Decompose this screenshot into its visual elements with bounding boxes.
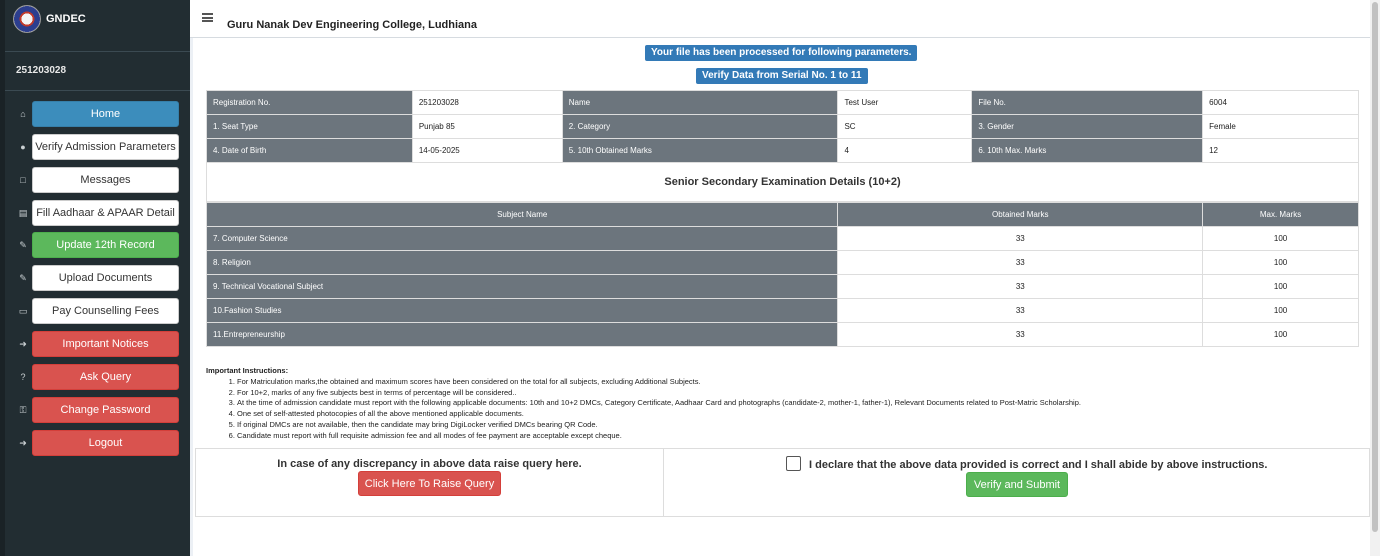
obtained-marks: 33 [838, 251, 1203, 275]
obtained-marks: 33 [838, 227, 1203, 251]
panel-divider [663, 449, 664, 516]
edit-icon: ✎ [19, 240, 27, 250]
instruction-item: 5. If original DMCs are not available, then the candidate may bring DigiLocker verified DMCs bearing QR Code. [237, 420, 1081, 431]
instruction-item: 1. For Matriculation marks,the obtained and maximum scores have been considered on the total for all subjects, excluding Additional Subjects. [237, 377, 1081, 388]
table-row [207, 115, 1359, 139]
logout-button[interactable]: Logout [32, 430, 179, 456]
page-scrollbar[interactable] [1370, 0, 1380, 556]
name-value: Test User [838, 91, 972, 115]
sidebar-divider [5, 90, 190, 91]
instructions-list [237, 377, 1081, 442]
subject-name: 9. Technical Vocational Subject [207, 275, 838, 299]
key-icon: ⚿ [19, 405, 27, 415]
seat-type-value: Punjab 85 [412, 115, 562, 139]
declaration-checkbox[interactable] [786, 456, 801, 471]
top-header [190, 0, 1380, 38]
category-value: SC [838, 115, 972, 139]
sidebar-item-change-password[interactable] [0, 397, 190, 423]
instruction-item: 4. One set of self-attested photocopies of all the above mentioned applicable documents. [237, 409, 1081, 420]
registration-value: 251203028 [412, 91, 562, 115]
change-password-button[interactable]: Change Password [32, 397, 179, 423]
instructions-heading: Important Instructions: [206, 366, 289, 375]
table-row [207, 91, 1359, 115]
page-title: Guru Nanak Dev Engineering College, Ludhiana [227, 19, 477, 31]
sidebar-item-upload-documents[interactable] [0, 265, 190, 291]
brand-name: GNDEC [46, 13, 86, 25]
sidebar-item-verify-admission[interactable] [0, 134, 190, 160]
update-12th-button[interactable]: Update 12th Record [32, 232, 179, 258]
table-row [207, 275, 1359, 299]
instruction-item: 3. At the time of admission candidate must report with the following applicable documents: 10th and 10+2 DMCs, Category Certificate, Aadhaar Card and photographs (candidate-2, mother-1, father-1), Relevant Documents related to Post-Matric Scholarship. [237, 398, 1081, 409]
ask-query-button[interactable]: Ask Query [32, 364, 179, 390]
max-marks: 100 [1203, 275, 1359, 299]
sidebar-item-logout[interactable] [0, 430, 190, 456]
upload-documents-button[interactable]: Upload Documents [32, 265, 179, 291]
max-marks: 100 [1203, 227, 1359, 251]
messages-button[interactable]: Messages [32, 167, 179, 193]
file-no-label: File No. [972, 91, 1203, 115]
raise-query-button[interactable]: Click Here To Raise Query [358, 471, 501, 496]
gender-label: 3. Gender [972, 115, 1203, 139]
check-circle-icon: ● [20, 142, 26, 152]
important-instructions [206, 366, 1081, 442]
tenth-obtained-label: 5. 10th Obtained Marks [562, 139, 838, 163]
tenth-obtained-value: 4 [838, 139, 972, 163]
table-row [207, 139, 1359, 163]
brand[interactable] [13, 5, 86, 33]
sidebar-item-update-12th[interactable] [0, 232, 190, 258]
table-row [207, 251, 1359, 275]
subject-name-header: Subject Name [207, 203, 838, 227]
action-panel [195, 448, 1370, 517]
senior-secondary-table [206, 202, 1359, 347]
obtained-marks: 33 [838, 275, 1203, 299]
dob-label: 4. Date of Birth [207, 139, 413, 163]
aadhaar-button[interactable]: Fill Aadhaar & APAAR Detail [32, 200, 179, 226]
sidebar [0, 0, 190, 556]
document-icon: ▤ [18, 208, 28, 218]
obtained-marks: 33 [838, 323, 1203, 347]
tenth-max-value: 12 [1203, 139, 1359, 163]
max-marks: 100 [1203, 251, 1359, 275]
subject-name: 8. Religion [207, 251, 838, 275]
table-row [207, 299, 1359, 323]
declaration-text: I declare that the above data provided is correct and I shall abide by above instructions. [809, 459, 1268, 471]
dob-value: 14-05-2025 [412, 139, 562, 163]
instruction-item: 2. For 10+2, marks of any five subjects best in terms of percentage will be considered.. [237, 388, 1081, 399]
tenth-max-label: 6. 10th Max. Marks [972, 139, 1203, 163]
notices-button[interactable]: Important Notices [32, 331, 179, 357]
hamburger-menu-icon[interactable] [202, 13, 213, 22]
table-header-row [207, 203, 1359, 227]
sidebar-item-aadhaar[interactable] [0, 200, 190, 226]
sidebar-item-pay-fees[interactable] [0, 298, 190, 324]
scrollbar-thumb[interactable] [1372, 2, 1378, 532]
question-circle-icon: ? [20, 372, 26, 382]
max-marks: 100 [1203, 299, 1359, 323]
max-marks-header: Max. Marks [1203, 203, 1359, 227]
home-button[interactable]: Home [32, 101, 179, 127]
verify-range-badge: Verify Data from Serial No. 1 to 11 [696, 68, 868, 84]
home-icon: ⌂ [20, 109, 26, 119]
sidebar-item-messages[interactable] [0, 167, 190, 193]
table-row [207, 227, 1359, 251]
user-id: 251203028 [16, 65, 67, 76]
obtained-marks: 33 [838, 299, 1203, 323]
sidebar-item-home[interactable] [0, 101, 190, 127]
seat-type-label: 1. Seat Type [207, 115, 413, 139]
table-row [207, 323, 1359, 347]
discrepancy-text: In case of any discrepancy in above data raise query here. [277, 458, 582, 470]
sidebar-item-notices[interactable] [0, 331, 190, 357]
instruction-item: 6. Candidate must report with full requisite admission fee and all modes of fee payment are acceptable except cheque. [237, 431, 1081, 442]
subject-name: 11.Entrepreneurship [207, 323, 838, 347]
gender-value: Female [1203, 115, 1359, 139]
personal-details-table [206, 90, 1359, 163]
sign-out-icon: ➜ [19, 438, 27, 448]
registration-label: Registration No. [207, 91, 413, 115]
college-logo-icon [13, 5, 41, 33]
processed-badge: Your file has been processed for following parameters. [645, 45, 917, 61]
credit-card-icon: ▭ [18, 306, 28, 316]
max-marks: 100 [1203, 323, 1359, 347]
sign-out-icon: ➜ [19, 339, 27, 349]
file-no-value: 6004 [1203, 91, 1359, 115]
verify-admission-button[interactable]: Verify Admission Parameters [32, 134, 179, 160]
category-label: 2. Category [562, 115, 838, 139]
sidebar-item-ask-query[interactable] [0, 364, 190, 390]
sidebar-divider [5, 51, 190, 52]
pay-fees-button[interactable]: Pay Counselling Fees [32, 298, 179, 324]
senior-secondary-title: Senior Secondary Examination Details (10+2) [664, 176, 901, 188]
subject-name: 7. Computer Science [207, 227, 838, 251]
envelope-icon: □ [20, 175, 26, 185]
name-label: Name [562, 91, 838, 115]
subject-name: 10.Fashion Studies [207, 299, 838, 323]
obtained-marks-header: Obtained Marks [838, 203, 1203, 227]
edit-icon: ✎ [19, 273, 27, 283]
verify-submit-button[interactable]: Verify and Submit [966, 472, 1068, 497]
